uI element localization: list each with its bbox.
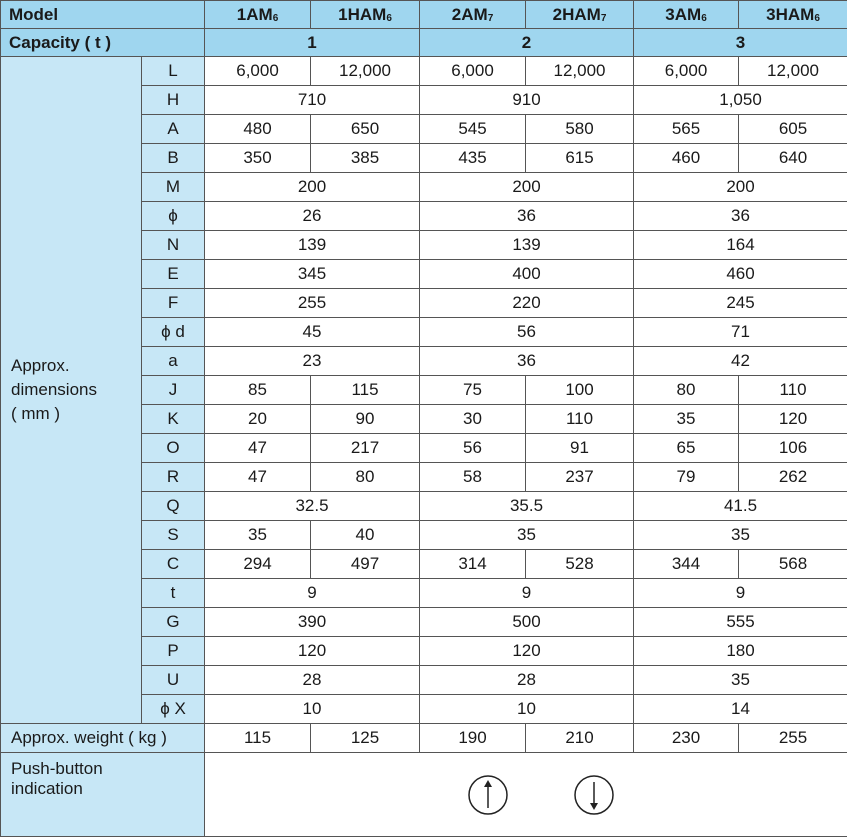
- dimension-value: 110: [526, 405, 634, 434]
- dimension-value: 75: [420, 376, 526, 405]
- dimension-value: 605: [739, 115, 847, 144]
- weight-label: Approx. weight ( kg ): [1, 724, 205, 753]
- dimension-value: 12,000: [311, 57, 420, 86]
- dimension-value: 345: [205, 260, 420, 289]
- dimension-value: 35: [634, 666, 847, 695]
- dimension-value: 460: [634, 144, 739, 173]
- dimension-value: 120: [205, 637, 420, 666]
- dimension-value: 65: [634, 434, 739, 463]
- weight-row: [1, 724, 847, 753]
- dimension-row: [1, 57, 847, 86]
- dimension-value: 435: [420, 144, 526, 173]
- dimension-value: 350: [205, 144, 311, 173]
- dimension-symbol: J: [142, 376, 205, 405]
- dimensions-label-line: dimensions: [11, 378, 141, 402]
- dimension-value: 9: [634, 579, 847, 608]
- dimension-value: 200: [634, 173, 847, 202]
- dimension-symbol: H: [142, 86, 205, 115]
- dimension-symbol: P: [142, 637, 205, 666]
- dimension-symbol: F: [142, 289, 205, 318]
- push-button-cell: [205, 753, 847, 837]
- dimension-value: 35: [420, 521, 634, 550]
- dimension-value: 32.5: [205, 492, 420, 521]
- dimension-value: 42: [634, 347, 847, 376]
- dimension-value: 262: [739, 463, 847, 492]
- dimensions-label-line: Approx.: [11, 354, 141, 378]
- push-button-label-line: Push-button: [11, 759, 204, 779]
- dimension-symbol: K: [142, 405, 205, 434]
- dimension-value: 164: [634, 231, 847, 260]
- dimension-value: 110: [739, 376, 847, 405]
- dimension-value: 28: [420, 666, 634, 695]
- dimension-value: 217: [311, 434, 420, 463]
- dimension-symbol: N: [142, 231, 205, 260]
- dimension-value: 650: [311, 115, 420, 144]
- dimension-value: 480: [205, 115, 311, 144]
- dimension-value: 237: [526, 463, 634, 492]
- dimension-value: 36: [634, 202, 847, 231]
- push-button-icons: [467, 784, 615, 803]
- dimension-value: 47: [205, 463, 311, 492]
- dimension-value: 85: [205, 376, 311, 405]
- dimension-value: 47: [205, 434, 311, 463]
- dimensions-label-line: ( mm ): [11, 402, 141, 426]
- dimension-value: 115: [311, 376, 420, 405]
- dimension-value: 56: [420, 434, 526, 463]
- dimension-value: 28: [205, 666, 420, 695]
- weight-value: 210: [526, 724, 634, 753]
- dimension-value: 71: [634, 318, 847, 347]
- capacity-2: 2: [420, 29, 634, 57]
- capacity-row: [1, 29, 847, 57]
- weight-value: 115: [205, 724, 311, 753]
- down-arrow-circle-icon: [573, 774, 615, 816]
- weight-value: 125: [311, 724, 420, 753]
- dimension-value: 26: [205, 202, 420, 231]
- dimension-value: 10: [205, 695, 420, 724]
- model-1am6: $1AM_6$: [205, 1, 311, 29]
- dimension-value: 200: [205, 173, 420, 202]
- capacity-1: 1: [205, 29, 420, 57]
- dimension-value: 385: [311, 144, 420, 173]
- dimension-value: 497: [311, 550, 420, 579]
- dimension-symbol: C: [142, 550, 205, 579]
- dimension-symbol: a: [142, 347, 205, 376]
- dimension-value: 640: [739, 144, 847, 173]
- dimension-value: 545: [420, 115, 526, 144]
- dimension-value: 500: [420, 608, 634, 637]
- dimension-symbol: A: [142, 115, 205, 144]
- dimension-value: 245: [634, 289, 847, 318]
- dimension-value: 79: [634, 463, 739, 492]
- dimension-value: 9: [420, 579, 634, 608]
- dimension-value: 120: [739, 405, 847, 434]
- dimension-value: 91: [526, 434, 634, 463]
- dimension-symbol: E: [142, 260, 205, 289]
- dimension-value: 100: [526, 376, 634, 405]
- dimension-value: 106: [739, 434, 847, 463]
- dimension-value: 6,000: [205, 57, 311, 86]
- up-arrow-circle-icon: [467, 774, 509, 816]
- dimension-value: 528: [526, 550, 634, 579]
- dimension-value: 40: [311, 521, 420, 550]
- dimension-value: 80: [311, 463, 420, 492]
- push-button-label: [1, 753, 205, 837]
- dimension-value: 568: [739, 550, 847, 579]
- dimension-value: 294: [205, 550, 311, 579]
- dimension-symbol: ϕ d: [142, 318, 205, 347]
- dimension-value: 12,000: [526, 57, 634, 86]
- model-1ham6: $1HAM_6$: [311, 1, 420, 29]
- dimension-value: 35: [205, 521, 311, 550]
- dimension-value: 139: [420, 231, 634, 260]
- dimension-symbol: Q: [142, 492, 205, 521]
- weight-value: 255: [739, 724, 847, 753]
- dimension-value: 35.5: [420, 492, 634, 521]
- dimension-value: 12,000: [739, 57, 847, 86]
- dimension-value: 314: [420, 550, 526, 579]
- dimension-symbol: ϕ: [142, 202, 205, 231]
- dimension-value: 14: [634, 695, 847, 724]
- dimension-symbol: ϕ X: [142, 695, 205, 724]
- dimension-symbol: O: [142, 434, 205, 463]
- dimension-value: 56: [420, 318, 634, 347]
- dimension-symbol: S: [142, 521, 205, 550]
- dimension-symbol: R: [142, 463, 205, 492]
- dimension-value: 120: [420, 637, 634, 666]
- dimension-symbol: M: [142, 173, 205, 202]
- dimension-value: 36: [420, 347, 634, 376]
- dimension-value: 10: [420, 695, 634, 724]
- dimension-value: 555: [634, 608, 847, 637]
- dimension-value: 35: [634, 521, 847, 550]
- dimension-value: 23: [205, 347, 420, 376]
- dimensions-label: [1, 57, 142, 724]
- weight-value: 190: [420, 724, 526, 753]
- dimension-symbol: t: [142, 579, 205, 608]
- dimension-symbol: U: [142, 666, 205, 695]
- dimension-value: 255: [205, 289, 420, 318]
- dimension-value: 615: [526, 144, 634, 173]
- capacity-3: 3: [634, 29, 847, 57]
- dimension-value: 400: [420, 260, 634, 289]
- dimension-value: 41.5: [634, 492, 847, 521]
- dimension-value: 90: [311, 405, 420, 434]
- dimension-value: 565: [634, 115, 739, 144]
- model-label: Model: [1, 1, 205, 29]
- capacity-label: Capacity ( t ): [1, 29, 205, 57]
- dimension-value: 180: [634, 637, 847, 666]
- dimension-value: 58: [420, 463, 526, 492]
- weight-value: 230: [634, 724, 739, 753]
- dimension-value: 45: [205, 318, 420, 347]
- dimension-value: 35: [634, 405, 739, 434]
- dimension-symbol: G: [142, 608, 205, 637]
- dimension-symbol: B: [142, 144, 205, 173]
- dimension-value: 344: [634, 550, 739, 579]
- model-row: [1, 1, 847, 29]
- dimension-value: 220: [420, 289, 634, 318]
- model-3am6: $3AM_6$: [634, 1, 739, 29]
- dimension-symbol: L: [142, 57, 205, 86]
- model-2ham7: $2HAM_7$: [526, 1, 634, 29]
- model-2am7: $2AM_7$: [420, 1, 526, 29]
- dimension-value: 910: [420, 86, 634, 115]
- dimension-value: 1,050: [634, 86, 847, 115]
- push-button-label-line: indication: [11, 779, 204, 799]
- dimension-value: 390: [205, 608, 420, 637]
- dimension-value: 460: [634, 260, 847, 289]
- dimension-value: 6,000: [634, 57, 739, 86]
- dimension-value: 20: [205, 405, 311, 434]
- dimension-value: 30: [420, 405, 526, 434]
- dimension-value: 6,000: [420, 57, 526, 86]
- dimension-value: 139: [205, 231, 420, 260]
- dimension-value: 580: [526, 115, 634, 144]
- dimension-value: 36: [420, 202, 634, 231]
- dimension-value: 9: [205, 579, 420, 608]
- model-3ham6: $3HAM_6$: [739, 1, 847, 29]
- dimension-value: 710: [205, 86, 420, 115]
- dimension-value: 80: [634, 376, 739, 405]
- dimension-value: 200: [420, 173, 634, 202]
- push-button-row: [1, 753, 847, 837]
